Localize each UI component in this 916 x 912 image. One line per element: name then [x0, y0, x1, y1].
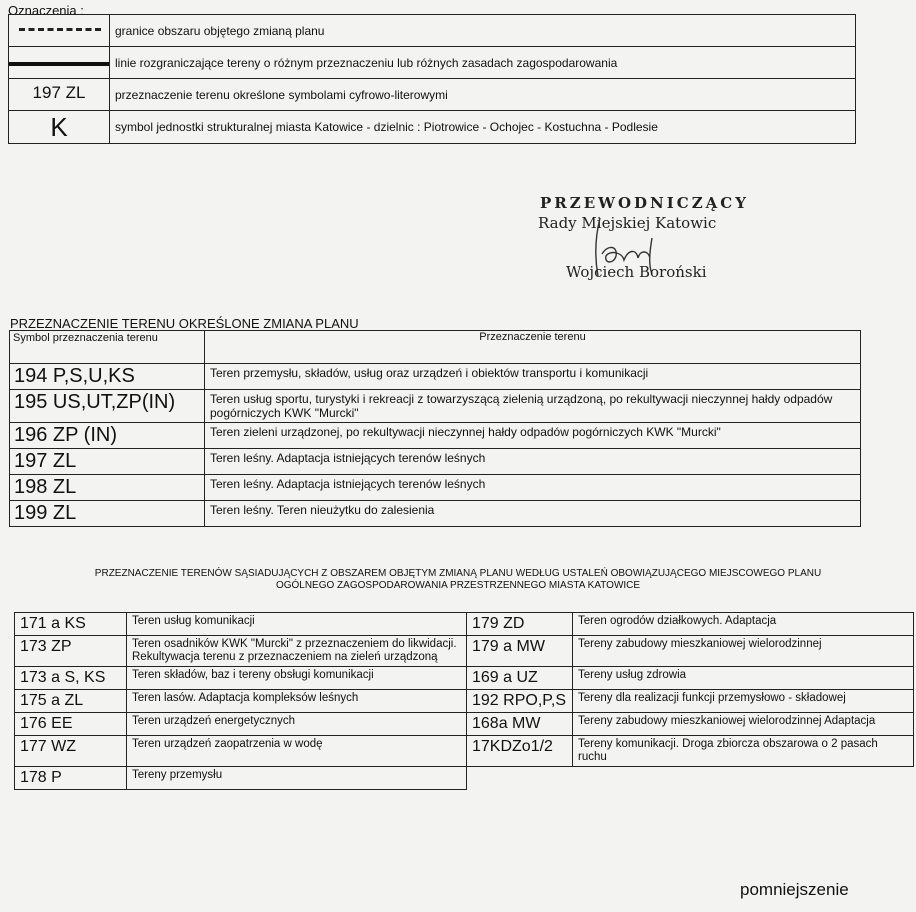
description-cell: Tereny usług zdrowia [573, 667, 914, 690]
legend-symbol-text: K [50, 112, 68, 142]
legend-symbol-unit [9, 111, 110, 144]
table-row [15, 667, 914, 690]
description-cell: Teren lasów. Adaptacja kompleksów leśnych [127, 690, 467, 713]
description-cell: Teren składów, baz i tereny obsługi komunikacji [127, 667, 467, 690]
description-cell: Teren zieleni urządzonej, po rekultywacji nieczynnej hałdy odpadów pogórniczych KWK "Murcki" [205, 423, 861, 449]
symbol-cell: 171 a KS [15, 613, 127, 636]
signature-name: Wojciech Boroński [566, 263, 707, 281]
table-row [15, 636, 914, 667]
legend-desc: linie rozgraniczające tereny o różnym przeznaczeniu lub różnych zasadach zagospodarowania [110, 47, 856, 79]
thick-line-icon [9, 62, 109, 66]
column-header: Przeznaczenie terenu [205, 331, 861, 364]
legend-desc: granice obszaru objętego zmianą planu [110, 15, 856, 47]
symbol-cell: 197 ZL [10, 449, 205, 475]
table-header-row [10, 331, 861, 364]
dash-dot-line-icon [19, 28, 101, 31]
symbol-cell: 175 a ZL [15, 690, 127, 713]
table-row [10, 390, 861, 423]
table2 [14, 612, 914, 790]
legend-row [9, 111, 856, 144]
legend-row [9, 79, 856, 111]
table2-title-line: PRZEZNACZENIE TERENÓW SĄSIADUJĄCYCH Z OBSZAREM OBJĘTYM ZMIANĄ PLANU WEDŁUG USTALEŃ OBOWIĄZUJĄCEGO MIEJSCOWEGO PLANU [94, 568, 822, 579]
empty-cell [573, 767, 914, 790]
table-row [15, 767, 914, 790]
description-cell: Teren usług sportu, turystyki i rekreacji z towarzyszącą zielenią urządzoną, po rekultywacji nieczynnej hałdy odpadów pogórniczych KWK "Murcki" [205, 390, 861, 423]
table-row [15, 613, 914, 636]
table-row [15, 690, 914, 713]
symbol-cell: 198 ZL [10, 475, 205, 501]
symbol-cell: 196 ZP (IN) [10, 423, 205, 449]
legend-symbol-divider [9, 47, 110, 79]
column-header: Symbol przeznaczenia terenu [10, 331, 205, 364]
legend-symbol-boundary [9, 15, 110, 47]
symbol-cell: 194 P,S,U,KS [10, 364, 205, 390]
table-row [15, 736, 914, 767]
signature-title: PRZEWODNICZĄCY [540, 194, 749, 212]
description-cell: Teren ogrodów działkowych. Adaptacja [573, 613, 914, 636]
table-row [10, 364, 861, 390]
legend-row [9, 15, 856, 47]
description-cell: Teren leśny. Adaptacja istniejących terenów leśnych [205, 475, 861, 501]
description-cell: Teren leśny. Adaptacja istniejących terenów leśnych [205, 449, 861, 475]
legend-symbol-code [9, 79, 110, 111]
legend-desc: symbol jednostki strukturalnej miasta Katowice - dzielnic : Piotrowice - Ochojec - Kostuchna - Podlesie [110, 111, 856, 144]
symbol-cell: 177 WZ [15, 736, 127, 767]
legend-title: Oznaczenia : [8, 3, 84, 18]
symbol-cell: 192 RPO,P,S [467, 690, 573, 713]
table2-title-line: OGÓLNEGO ZAGOSPODAROWANIA PRZESTRZENNEGO MIASTA KATOWICE [275, 580, 641, 591]
description-cell: Teren usług komunikacji [127, 613, 467, 636]
empty-cell [467, 767, 573, 790]
symbol-cell: 17KDZo1/2 [467, 736, 573, 767]
description-cell: Tereny zabudowy mieszkaniowej wielorodzinnej Adaptacja [573, 713, 914, 736]
table1-title: PRZEZNACZENIE TERENU OKREŚLONE ZMIANA PLANU [10, 316, 359, 331]
table-row [10, 449, 861, 475]
symbol-cell: 178 P [15, 767, 127, 790]
symbol-cell: 195 US,UT,ZP(IN) [10, 390, 205, 423]
description-cell: Tereny dla realizacji funkcji przemysłowo - składowej [573, 690, 914, 713]
description-cell: Tereny zabudowy mieszkaniowej wielorodzinnej [573, 636, 914, 667]
symbol-cell: 179 a MW [467, 636, 573, 667]
legend-symbol-text: 197 ZL [32, 83, 86, 102]
legend-row [9, 47, 856, 79]
table-row [10, 423, 861, 449]
symbol-cell: 168a MW [467, 713, 573, 736]
table2-title [0, 568, 916, 592]
symbol-cell: 176 EE [15, 713, 127, 736]
footer-note: pomniejszenie [740, 880, 849, 899]
legend-desc: przeznaczenie terenu określone symbolami cyfrowo-literowymi [110, 79, 856, 111]
description-cell: Teren przemysłu, składów, usług oraz urządzeń i obiektów transportu i komunikacji [205, 364, 861, 390]
description-cell: Teren leśny. Teren nieużytku do zalesienia [205, 501, 861, 527]
legend-table [8, 14, 856, 144]
symbol-cell: 179 ZD [467, 613, 573, 636]
table-row [10, 501, 861, 527]
description-cell: Teren osadników KWK "Murcki" z przeznaczeniem do likwidacji. Rekultywacja terenu z przeznaczeniem na zieleń urządzoną [127, 636, 467, 667]
description-cell: Teren urządzeń energetycznych [127, 713, 467, 736]
symbol-cell: 169 a UZ [467, 667, 573, 690]
description-cell: Tereny komunikacji. Droga zbiorcza obszarowa o 2 pasach ruchu [573, 736, 914, 767]
symbol-cell: 173 ZP [15, 636, 127, 667]
table-row [10, 475, 861, 501]
symbol-cell: 199 ZL [10, 501, 205, 527]
table-row [15, 713, 914, 736]
table1 [9, 330, 861, 527]
signature-role: Rady Miejskiej Katowic [538, 214, 717, 232]
description-cell: Tereny przemysłu [127, 767, 467, 790]
description-cell: Teren urządzeń zaopatrzenia w wodę [127, 736, 467, 767]
symbol-cell: 173 a S, KS [15, 667, 127, 690]
